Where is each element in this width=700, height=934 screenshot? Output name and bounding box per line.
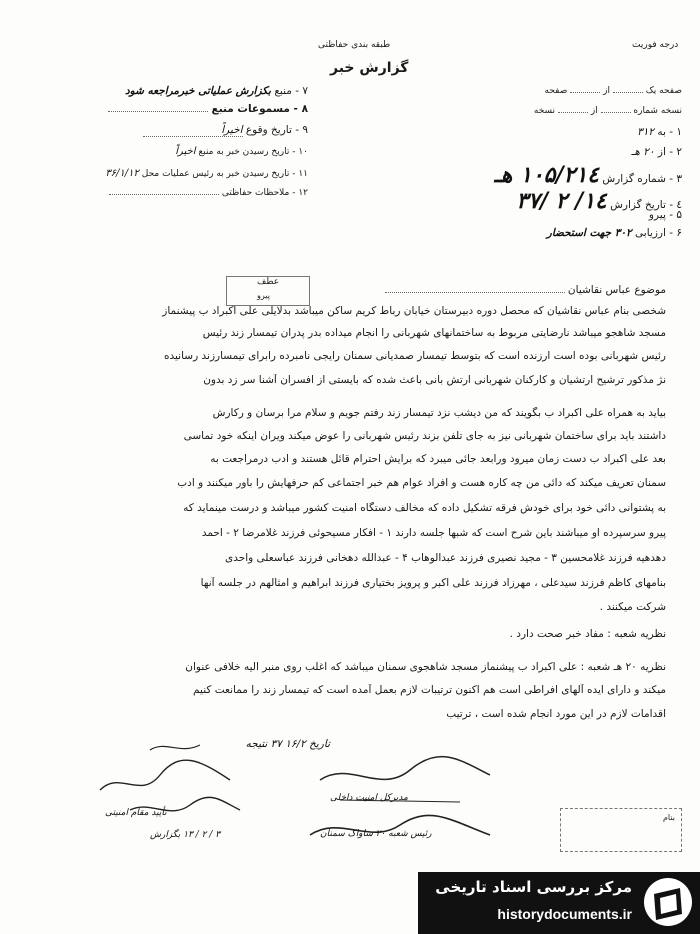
reference-stamp: [226, 276, 310, 306]
body-line: بعد علی اکبراد ب دست زمان میرود ورابعد جائی میبرد که برایش احترام قائل هستند و ادب درمراجعت به: [210, 453, 666, 465]
signature-note-2: ۳ / ۲ / ۱۳ بگزارش: [150, 830, 221, 840]
date-line: تاریخ ۱۶/۲ ۳۷ نتیجه: [245, 738, 330, 750]
body-line: نژ مذکور ترشیح ارتشیان و کارکنان شهربانی ارتش بانی باعث شده که بایستی از افسران آشنا سر زد بدون: [203, 374, 666, 386]
watermark-title: مرکز بررسی اسناد تاریخی: [435, 878, 632, 896]
field-10: ۱۰ - تاریخ رسیدن خبر به منبع اخیراً: [175, 146, 308, 157]
field-9: ۹ - تاریخ وقوع اخیراً: [143, 124, 308, 137]
stamp-label: عطف: [257, 277, 280, 287]
body-line: میکند و دارای ایده آلهای افراطی است هم اکنون ترتیبات لازم بعمل آمده است که تیمسار زند را ممانعت کنیم: [193, 684, 666, 696]
document-title: گزارش خبر: [330, 60, 409, 76]
approval-box-label: بنام: [662, 813, 675, 822]
field-8: ۸ - مسموعات منبع: [108, 103, 308, 115]
classification-label: طبقه بندی حفاظتی: [318, 40, 391, 50]
field-3: ۳ - شماره گزارش ۱۰۵/۲۱٤ هـ: [494, 162, 682, 188]
signature-title-1: مدیرکل امنیت داخلی: [330, 793, 408, 803]
field-7: ۷ - منبع بکزارش عملیاتی خبرمراجعه شود: [124, 85, 308, 97]
archive-logo-icon: [640, 874, 696, 930]
body-line: رئیس شهربانی بوده است ارزنده است که بتوسط تیمسار صمدیانی سمنان رایجی نامبرده رابرای تیمسارزند رسانیده: [164, 350, 666, 362]
body-line: بیاید به همراه علی اکبراد ب بگویند که من دیشب نزد تیمسار زند رفتم جویم و سلام مرا برسان و رکارش: [212, 407, 666, 419]
body-line: مسجد شاهجو میباشد نارضایتی مربوط به ساختمانهای شهربانی را انجام میداده بدر پدران تیمسار زند رئیس: [202, 327, 666, 339]
body-line: پیرو سرسپرده او میباشند باین شرح است که شبها جلسه دارند ۱ - افکار مسیحوئی فرزند غلامرضا ۲ - احمد: [201, 527, 666, 539]
subject-line: موضوع عباس نقاشیان: [385, 284, 666, 296]
body-line: سمنان تعریف میکند که دائی من چه کاره هست و افراد عوام هم خبر اجتماعی کم حرفهایش را باور میکنند و ادب: [177, 477, 666, 489]
field-4: ٤ - تاریخ گزارش ۱٤/ ۲ /۳۷: [516, 188, 682, 214]
field-2: ۲ - از ۲۰ هـ: [631, 146, 682, 158]
field-copy: نسخه شماره از نسخه: [533, 106, 682, 116]
body-line: شرکت میکنند .: [599, 601, 666, 613]
field-5: ۵ - پیرو: [648, 209, 682, 221]
stamp-sub: پیرو: [257, 291, 270, 300]
body-line: شخصی بنام عباس نقاشیان که محصل دوره دبیرستان خیابان رباط کریم ساکن میباشد بدلایلی علی اکبراد ب پیشنماز: [162, 305, 666, 317]
body-line: بنامهای کاظم فرزند سیدعلی ، مهرزاد فرزند علی اکبر و پرویز بختیاری فرزند ابراهیم و امثالهم در جلسه آنها: [200, 577, 666, 589]
body-line: نظریه شعبه : مفاد خبر صحت دارد .: [509, 628, 666, 640]
watermark-url: historydocuments.ir: [497, 906, 632, 922]
field-page: صفحه یک از صفحه: [544, 86, 682, 96]
body-line: دهدهیه فرزند غلامحسین ۳ - مجید نصیری فرزند عبدالوهاب ۴ - عبدالله دهخانی فرزند عباسعلی واحدی: [225, 552, 666, 564]
urgency-label: درجه فوریت: [632, 40, 679, 50]
field-11: ۱۱ - تاریخ رسیدن خبر به رئیس عملیات محل ۳۶/۱/۱۲: [105, 168, 308, 179]
field-12: ۱۲ - ملاحظات حفاظتی: [109, 188, 308, 198]
signature-title-2: رئیس شعبه ۲۰ ساواک سمنان: [320, 829, 432, 839]
body-line: به پشتوانی دائی خود برای خودش فرقه تشکیل داده که مخالف دستگاه امنیت کشور میباشد و درست مینماید که: [183, 502, 666, 514]
field-1: ۱ - به ۳۱۲: [637, 126, 682, 138]
body-line: داشتند باید برای ساختمان شهربانی نیز به جای تلفن بزند رئیس شهربانی را عوض میکند ویران اینکه خود تماسی: [183, 430, 666, 442]
body-line: نظریه ۲۰ هـ شعبه : علی اکبراد ب پیشنماز مسجد شاهجوی سمنان میباشد که اغلب روی منبر الیه خلافی عنوان: [185, 661, 666, 673]
field-6: ۶ - ارزیابی ۳۰۲ جهت استحضار: [546, 227, 682, 239]
approval-box: [560, 808, 682, 852]
signature-note-1: تأیید مقام امنیتی: [105, 808, 167, 818]
body-line: اقدامات لازم در این مورد انجام شده است ، ترتیب: [446, 708, 666, 720]
